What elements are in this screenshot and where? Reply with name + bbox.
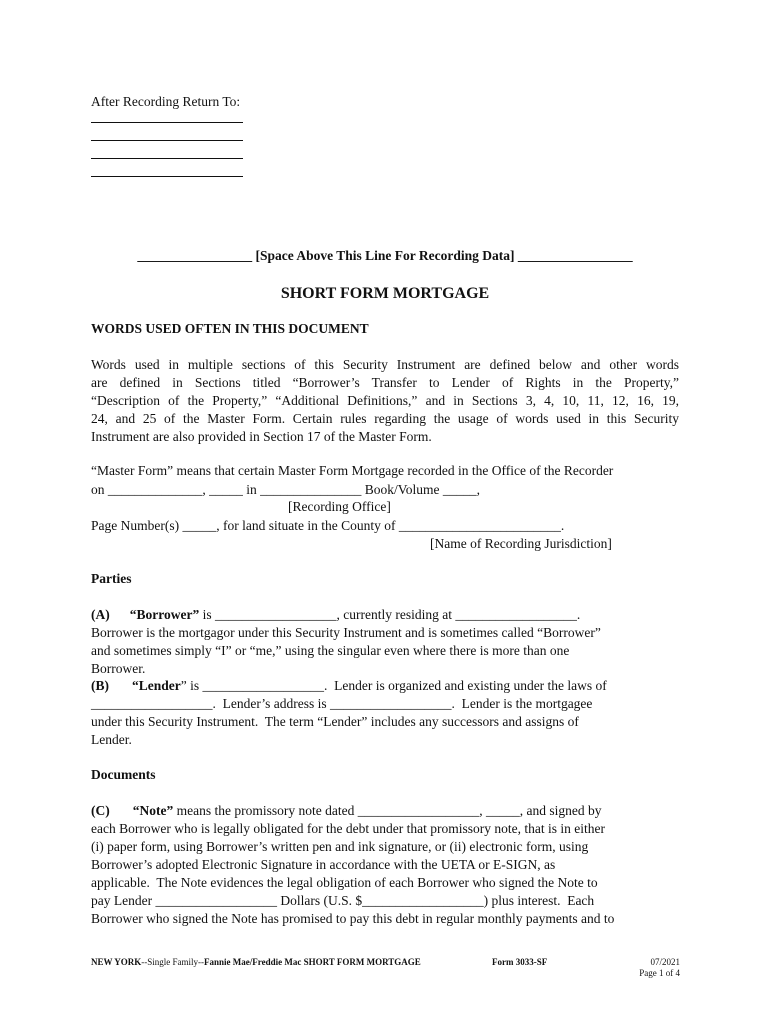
document-c-line: applicable. The Note evidences the legal obligation of each Borrower who signed the Note to (91, 875, 598, 890)
party-a-first-line (91, 606, 580, 624)
party-b-first-line (91, 677, 607, 695)
paragraph-line: Instrument are also provided in Section 17 of the Master Form. (91, 429, 432, 444)
party-a-term: “Borrower” (129, 607, 200, 622)
return-blank-line-2 (91, 140, 243, 141)
master-form-line-3: Page Number(s) _____, for land situate in the County of ________________________. (91, 518, 565, 533)
footer-family: --Single Family-- (141, 957, 205, 967)
footer-date: 07/2021 (650, 957, 680, 967)
document-c-line: each Borrower who is legally obligated for the debt under that promissory note, that is in either (91, 821, 605, 836)
recording-office-caption: [Recording Office] (288, 499, 391, 514)
party-a-rest: is __________________, currently residing at __________________. (199, 607, 581, 622)
document-c-rest: means the promissory note dated __________________, _____, and signed by (173, 803, 602, 818)
document-title: SHORT FORM MORTGAGE (280, 285, 490, 302)
party-b-line: Lender. (91, 732, 132, 747)
party-b-term: “Lender (132, 678, 181, 693)
definitions-paragraph (91, 356, 679, 446)
recording-data-line: _________________ [Space Above This Line For Recording Data] _________________ (137, 248, 633, 263)
document-c-first-line (91, 802, 601, 820)
paragraph-line: “Description of the Property,” “Additional Definitions,” and in Sections 3, 4, 10, 11, 12, 16, 19, (91, 393, 679, 408)
jurisdiction-caption: [Name of Recording Jurisdiction] (430, 536, 612, 551)
party-a-line: and sometimes simply “I” or “me,” using the singular even where there is more than one (91, 643, 570, 658)
document-c-term: “Note” (132, 803, 174, 818)
master-form-line-2: on ______________, _____ in _______________ Book/Volume _____, (91, 482, 481, 497)
footer-form-title (91, 956, 421, 968)
section-heading-parties: Parties (91, 571, 132, 586)
document-c-line: Borrower who signed the Note has promised to pay this debt in regular monthly payments and to (91, 911, 615, 926)
party-a-line: Borrower. (91, 661, 146, 676)
document-c-line: Borrower’s adopted Electronic Signature in accordance with the UETA or E-SIGN, as (91, 857, 556, 872)
master-form-line-1: “Master Form” means that certain Master Form Mortgage recorded in the Office of the Recorder (91, 463, 614, 478)
return-blank-line-1 (91, 122, 243, 123)
footer-page-number: Page 1 of 4 (639, 968, 680, 978)
return-to-label: After Recording Return To: (91, 94, 241, 109)
section-heading-words: WORDS USED OFTEN IN THIS DOCUMENT (91, 321, 369, 336)
document-c-line: (i) paper form, using Borrower’s written pen and ink signature, or (ii) electronic form, using (91, 839, 589, 854)
return-blank-line-4 (91, 176, 243, 177)
return-blank-line-3 (91, 158, 243, 159)
footer-state: NEW YORK (91, 957, 142, 967)
party-a-marker: (A) (91, 607, 110, 622)
paragraph-line: are defined in Sections titled “Borrower’s Transfer to Lender of Rights in the Property,” (91, 375, 679, 390)
party-b-line: __________________. Lender’s address is __________________. Lender is the mortgagee (91, 696, 593, 711)
party-b-marker: (B) (91, 678, 109, 693)
document-c-line: pay Lender __________________ Dollars (U.S. $__________________) plus interest. Each (91, 893, 595, 908)
paragraph-line: 24, and 25 of the Master Form. Certain rules regarding the usage of words used in this Security (91, 411, 679, 426)
footer-title: Fannie Mae/Freddie Mac SHORT FORM MORTGAGE (204, 957, 421, 967)
section-heading-documents: Documents (91, 767, 156, 782)
party-a-line: Borrower is the mortgagor under this Security Instrument and is sometimes called “Borrower” (91, 625, 601, 640)
party-b-line: under this Security Instrument. The term “Lender” includes any successors and assigns of (91, 714, 579, 729)
paragraph-line: Words used in multiple sections of this Security Instrument are defined below and other words (91, 357, 679, 372)
footer-form-number: Form 3033-SF (492, 957, 548, 967)
document-c-marker: (C) (91, 803, 110, 818)
party-b-rest: ” is __________________. Lender is organized and existing under the laws of (180, 678, 607, 693)
